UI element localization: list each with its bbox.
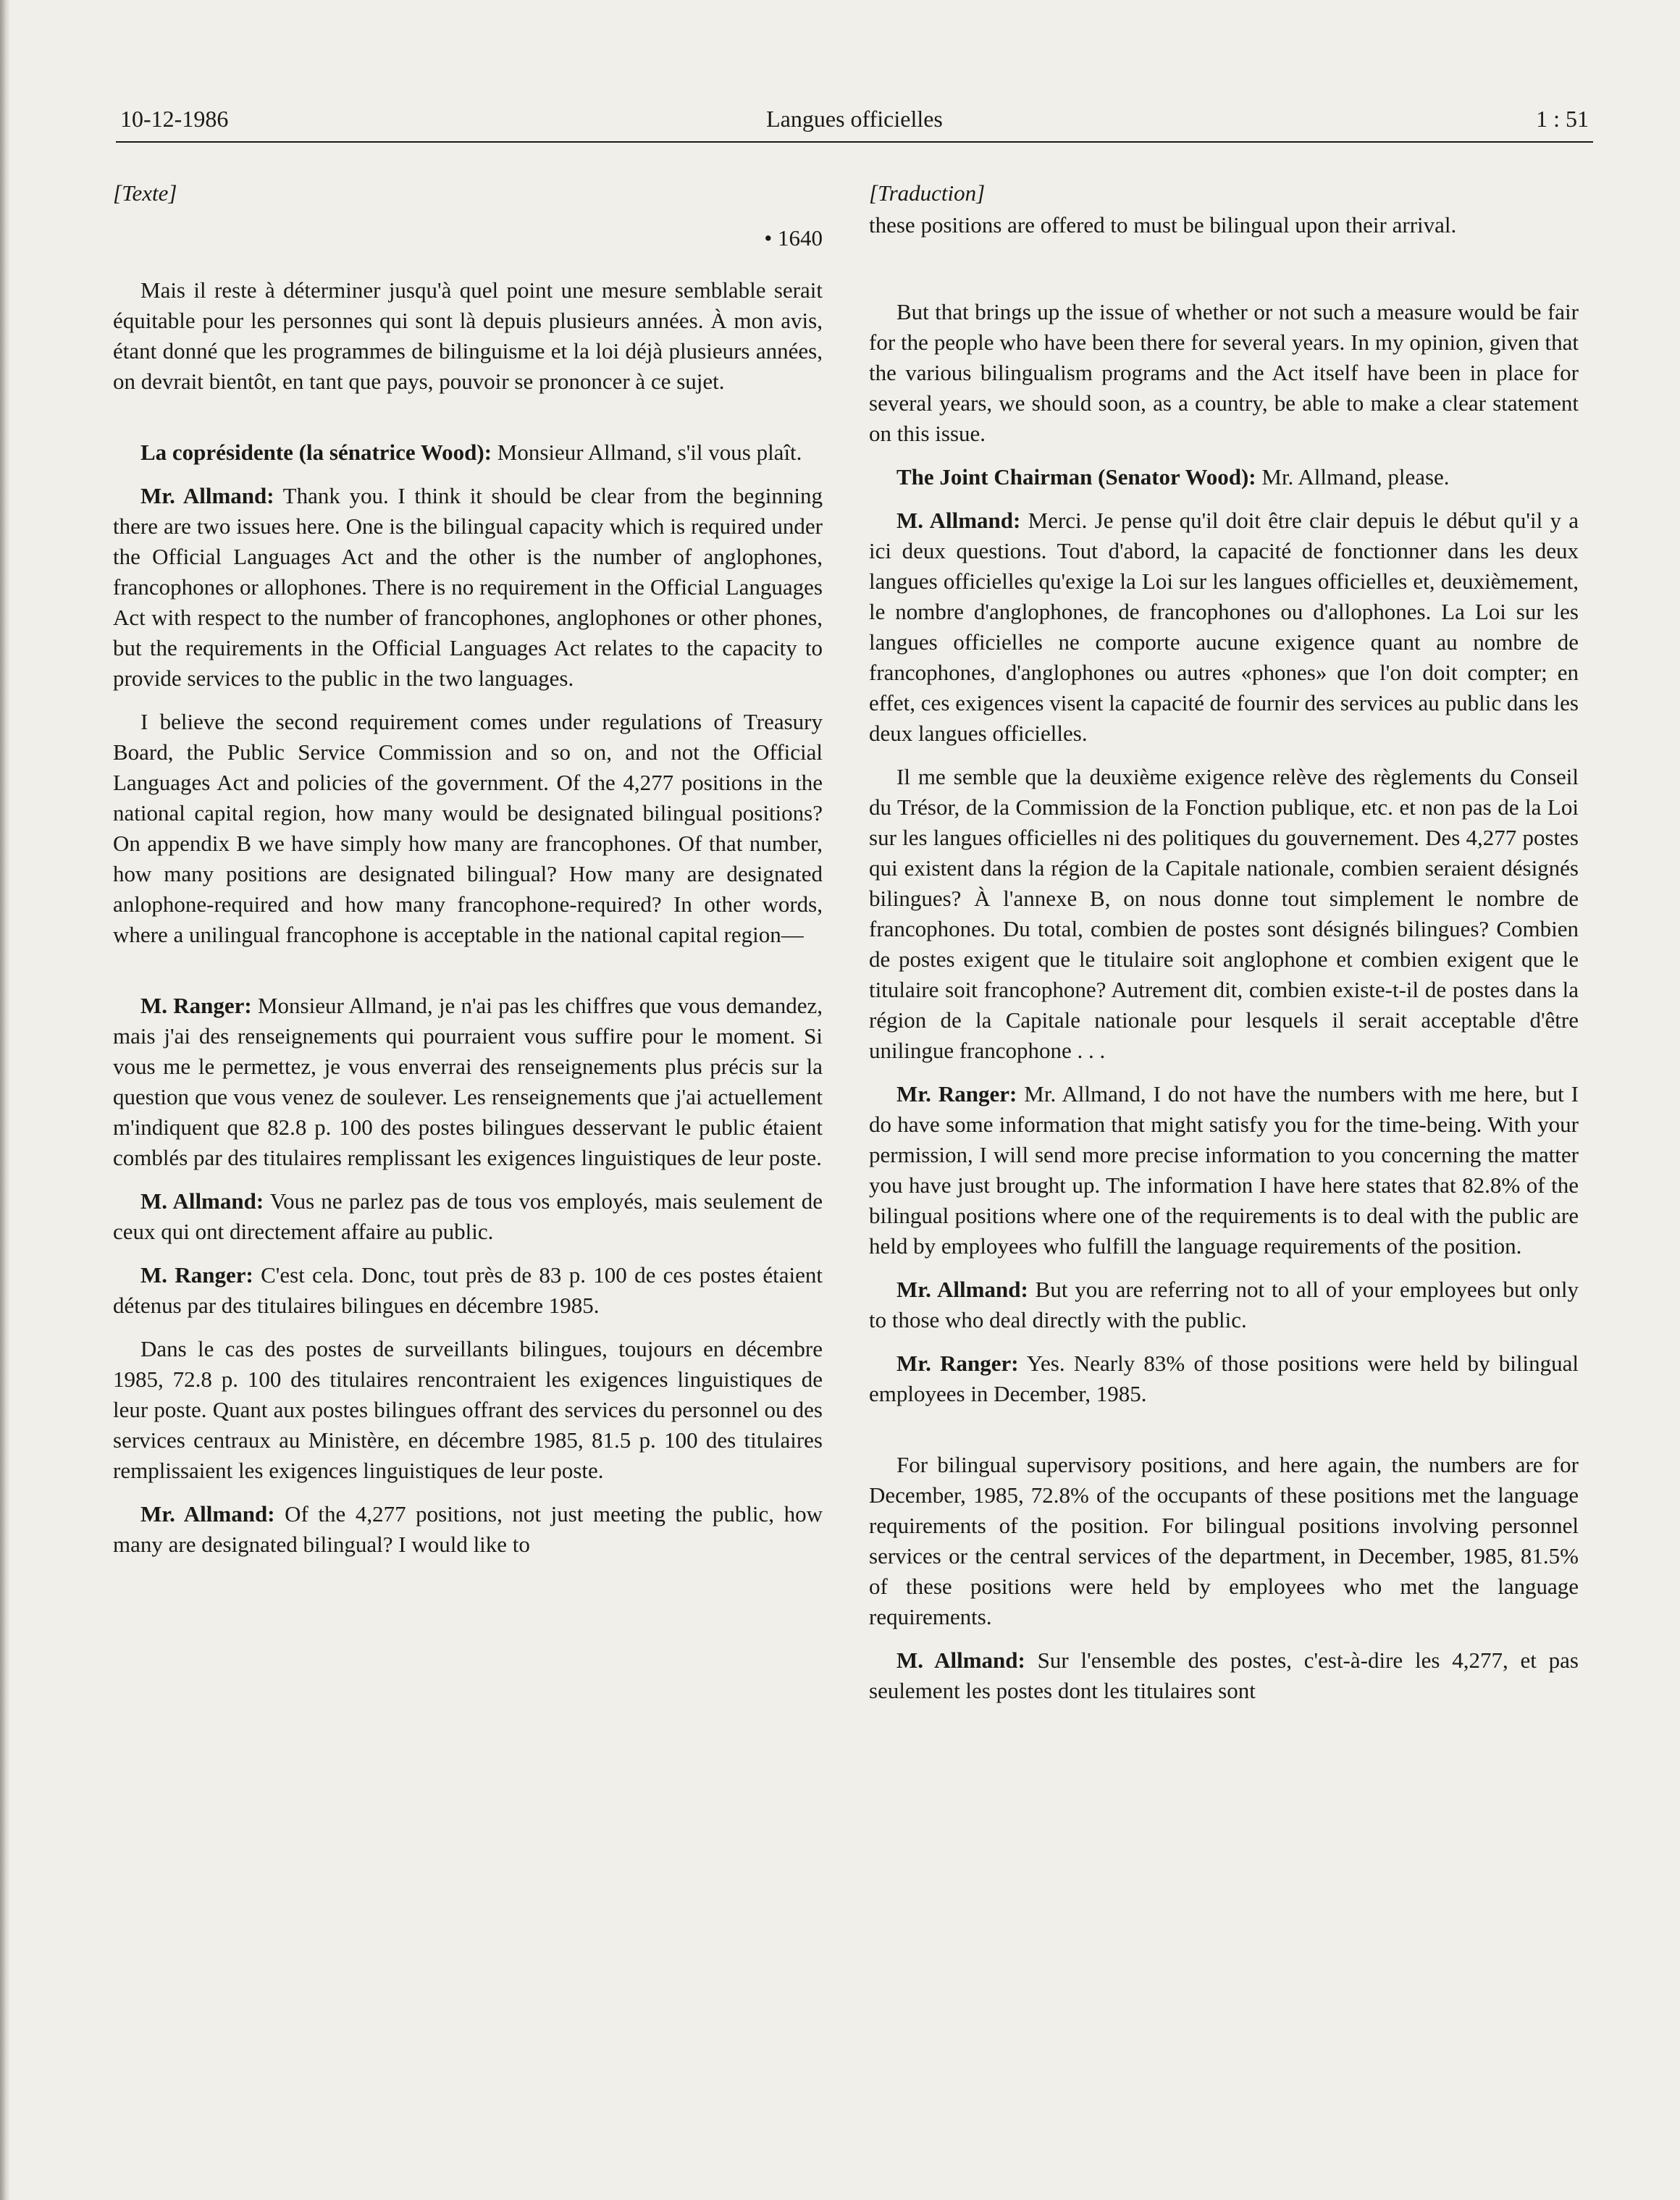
paragraph-text: Sur l'ensemble des postes, c'est-à-dire les 4,277, et pas seulement les postes dont les titulaires sont (869, 1647, 1579, 1703)
speaker-name: Mr. Ranger: (896, 1081, 1017, 1107)
paragraph-text: Yes. Nearly 83% of those positions were held by bilingual employees in December, 1985. (869, 1351, 1579, 1406)
page-edge-shadow (0, 0, 10, 2200)
paragraph (869, 1348, 1579, 1409)
speaker-name: M. Allmand: (896, 508, 1021, 533)
paragraph (869, 210, 1579, 240)
speaker-name: Mr. Ranger: (896, 1351, 1019, 1376)
paragraph (869, 505, 1579, 749)
right-column (869, 178, 1579, 1719)
paragraph-text: For bilingual supervisory positions, and here again, the numbers are for December, 1985, 72.8% of the occupants of these positions met the language requirements of the position. For bilingual positions involving personnel services or the central services of the department, in December, 1985, 81.5% of these positions were held by employees who met the language requirements. (869, 1452, 1579, 1629)
paragraph-text: Monsieur Allmand, s'il vous plaît. (497, 440, 802, 465)
header-title: Langues officielles (766, 106, 943, 132)
speaker-name: M. Ranger: (140, 993, 252, 1018)
header-date: 10-12-1986 (120, 106, 229, 132)
paragraph (113, 1334, 823, 1486)
paragraph-text: Dans le cas des postes de surveillants bilingues, toujours en décembre 1985, 72.8 p. 100 des titulaires rencontraient les exigences linguistiques de leur poste. Quant aux postes bilingues offrant des services du personnel ou des services centraux au Ministère, en décembre 1985, 81.5 p. 100 des titulaires remplissaient les exigences linguistiques de leur poste. (113, 1336, 823, 1483)
speaker-name: M. Allmand: (896, 1647, 1025, 1673)
paragraph-text: But you are referring not to all of your employees but only to those who deal directly with the public. (869, 1277, 1579, 1332)
paragraph-text: Mais il reste à déterminer jusqu'à quel point une mesure semblable serait équitable pour les personnes qui sont là depuis plusieurs années. À mon avis, étant donné que les programmes de bilinguisme et la loi déjà plusieurs années, on devrait bientôt, en tant que pays, pouvoir se prononcer à ce sujet. (113, 277, 823, 394)
speaker-name: M. Ranger: (140, 1262, 253, 1288)
paragraph-text: these positions are offered to must be bilingual upon their arrival. (869, 212, 1457, 238)
header-page-number: 1 : 51 (1536, 106, 1589, 132)
time-marker: • 1640 (764, 225, 823, 251)
paragraph (869, 462, 1579, 492)
speaker-name: Mr. Allmand: (896, 1277, 1028, 1302)
paragraph-text: Mr. Allmand, please. (1261, 464, 1450, 490)
running-head (116, 106, 1593, 142)
speaker-name: Mr. Allmand: (140, 1501, 275, 1527)
paragraph-text: Merci. Je pense qu'il doit être clair depuis le début qu'il y a ici deux questions. Tout d'abord, la capacité de fonctionner dans les deux langues officielles qu'exige la Loi sur les langues officielles et, deuxièmement, le nombre d'anglophones, de francophones ou d'allophones. La Loi sur les langues officielles ne comporte aucune exigence quant au nombre de francophones, d'anglophones ou autres «phones» que l'on doit compter; en effet, ces exigences visent la capacité de fournir des services au public dans les deux langues officielles. (869, 508, 1579, 746)
speaker-name: Mr. Allmand: (140, 483, 274, 508)
paragraph-text: Il me semble que la deuxième exigence relève des règlements du Conseil du Trésor, de la Commission de la Fonction publique, etc. et non pas de la Loi sur les langues officielles ni des politiques du gouvernement. Des 4,277 postes qui existent dans la région de la Capitale nationale, combien seraient désignés bilingues? À l'annexe B, on nous donne tout simplement le nombre de francophones. Du total, combien de postes sont désignés bilingues? Combien de postes exigent que le titulaire soit anglophone et combien exigent que le titulaire soit francophone? Autrement dit, combien existe-t-il de postes dans la région de la Capitale nationale pour lesquels il serait acceptable d'être unilingue francophone . . . (869, 764, 1579, 1063)
speaker-name: La coprésidente (la sénatrice Wood): (140, 440, 492, 465)
speaker-name: The Joint Chairman (Senator Wood): (896, 464, 1256, 490)
paragraph (113, 437, 823, 468)
paragraph-text: C'est cela. Donc, tout près de 83 p. 100 de ces postes étaient détenus par des titulaires bilingues en décembre 1985. (113, 1262, 823, 1318)
header-rule (116, 141, 1593, 143)
left-column (113, 178, 823, 1573)
paragraph (113, 707, 823, 950)
paragraph-text: Mr. Allmand, I do not have the numbers with me here, but I do have some information that might satisfy you for the time-being. With your permission, I will send more precise information to you concerning the matter you have just brought up. The information I have here states that 82.8% of the bilingual positions where one of the requirements is to deal with the public are held by employees who fulfill the language requirements of the position. (869, 1081, 1579, 1259)
paragraph-text: I believe the second requirement comes under regulations of Treasury Board, the Public Service Commission and so on, and not the Official Languages Act and policies of the government. Of the 4,277 positions in the national capital region, how many would be designated bilingual positions? On appendix B we have simply how many are francophones. Of that number, how many positions are designated bilingual? How many are designated anlophone-required and how many francophone-required? In other words, where a unilingual francophone is acceptable in the national capital region— (113, 709, 823, 947)
paragraph (869, 1450, 1579, 1632)
paragraph (113, 275, 823, 397)
paragraph-text: But that brings up the issue of whether or not such a measure would be fair for the people who have been there for several years. In my opinion, given that the various bilingualism programs and the Act itself have been in place for several years, we should soon, as a country, be able to make a clear statement on this issue. (869, 299, 1579, 446)
paragraph (113, 481, 823, 694)
paragraph-text: Vous ne parlez pas de tous vos employés, mais seulement de ceux qui ont directement affaire au public. (113, 1188, 823, 1244)
paragraph (869, 1275, 1579, 1335)
language-tag-traduction: [Traduction] (869, 180, 986, 206)
paragraph (113, 991, 823, 1173)
paragraph (113, 1499, 823, 1560)
paragraph (869, 762, 1579, 1066)
paragraph (869, 297, 1579, 449)
paragraph (113, 1186, 823, 1247)
paragraph-text: Of the 4,277 positions, not just meeting the public, how many are designated bilingual? I would like to (113, 1501, 823, 1557)
paragraph-text: Thank you. I think it should be clear from the beginning there are two issues here. One is the bilingual capacity which is required under the Official Languages Act and the other is the number of anglophones, francophones or allophones. There is no requirement in the Official Languages Act with respect to the number of francophones, anglophones or other phones, but the requirements in the Official Languages Act relates to the capacity to provide services to the public in the two languages. (113, 483, 823, 691)
language-tag-texte: [Texte] (113, 180, 177, 206)
paragraph (113, 1260, 823, 1321)
paragraph (869, 1645, 1579, 1706)
paragraph-text: Monsieur Allmand, je n'ai pas les chiffres que vous demandez, mais j'ai des renseignements qui pourraient vous suffire pour le moment. Si vous me le permettez, je vous enverrai des renseignements plus précis sur la question que vous venez de soulever. Les renseignements que j'ai actuellement m'indiquent que 82.8 p. 100 des postes bilingues desservant le public étaient comblés par des titulaires remplissant les exigences linguistiques de leur poste. (113, 993, 823, 1170)
speaker-name: M. Allmand: (140, 1188, 264, 1214)
paragraph (869, 1079, 1579, 1261)
